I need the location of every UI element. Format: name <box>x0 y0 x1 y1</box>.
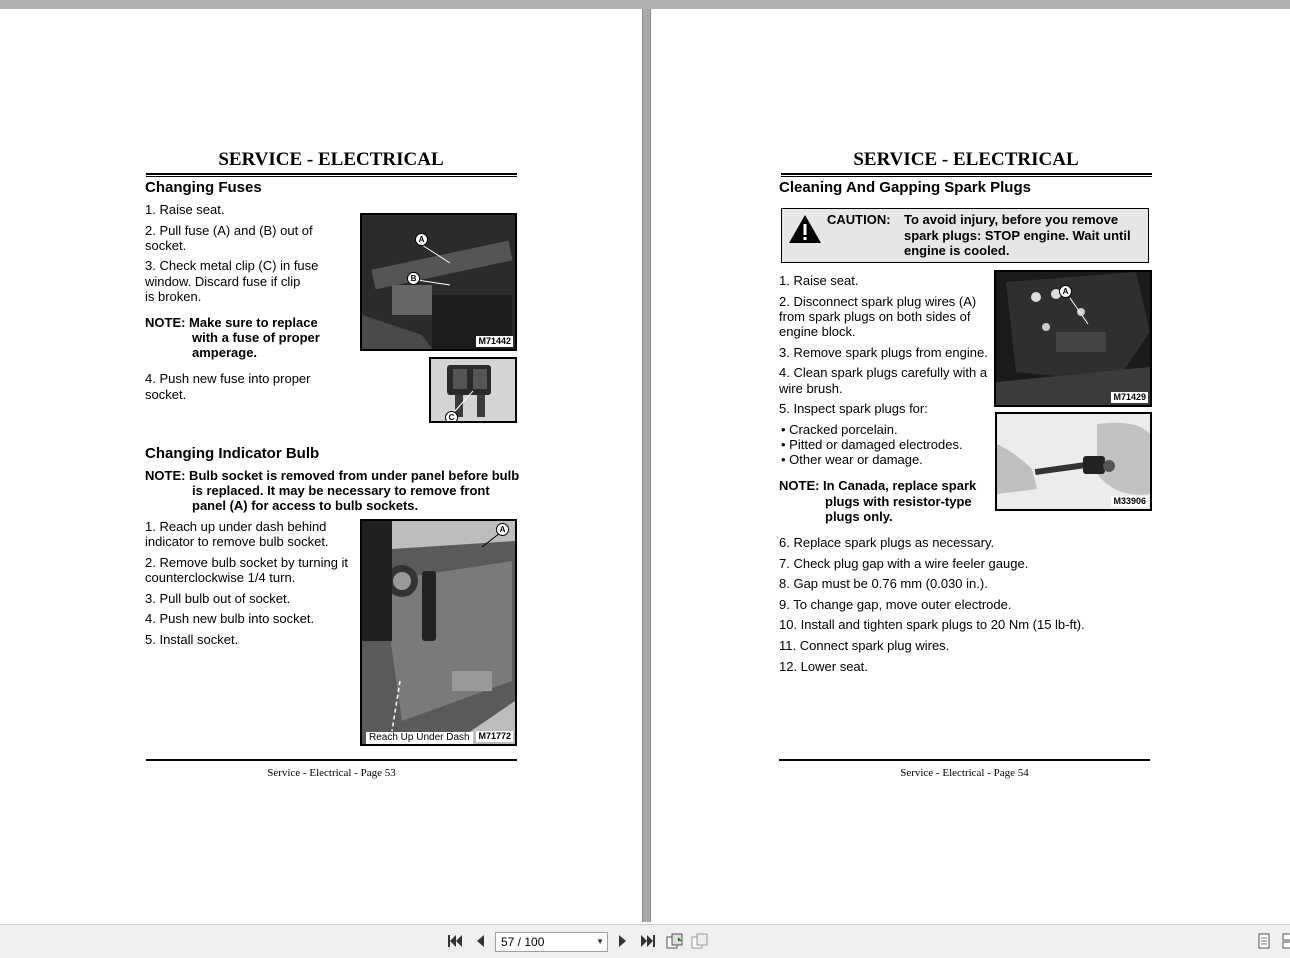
viewer-top-bar <box>0 0 1290 9</box>
chevron-down-icon[interactable]: ▼ <box>596 937 604 946</box>
first-page-icon[interactable] <box>445 931 465 951</box>
prev-page-icon[interactable] <box>470 931 490 951</box>
page-indicator: 57 / 100 <box>501 935 545 949</box>
step-line: 2. Pull fuse (A) and (B) out of <box>145 223 313 238</box>
continuous-view-icon[interactable] <box>1278 931 1290 951</box>
step-line: 5. Install socket. <box>145 632 239 647</box>
note-line: panel (A) for access to bulb sockets. <box>192 498 419 513</box>
step-line: 4. Push new fuse into proper <box>145 371 311 386</box>
note-line: with a fuse of proper <box>192 330 320 345</box>
step-line: 4. Push new bulb into socket. <box>145 611 315 626</box>
note-line: is replaced. It may be necessary to remove front <box>192 483 490 498</box>
step-line: 12. Lower seat. <box>779 659 868 674</box>
engine-photo <box>994 270 1152 407</box>
page-title: SERVICE - ELECTRICAL <box>853 149 1079 170</box>
page-footer: Service - Electrical - Page 54 <box>900 767 1029 779</box>
step-line: 2. Remove bulb socket by turning it <box>145 555 349 570</box>
step-line: wire brush. <box>779 381 843 396</box>
step-line: 2. Disconnect spark plug wires (A) <box>779 294 977 309</box>
callout-a: A <box>496 523 509 536</box>
step-line: socket. <box>145 238 187 253</box>
callout-c: C <box>445 411 458 423</box>
rotate-icon[interactable] <box>665 931 685 951</box>
two-page-icon[interactable] <box>690 931 710 951</box>
photo-caption: Reach Up Under Dash <box>366 732 473 744</box>
step-line: is broken. <box>145 289 202 304</box>
spark-plug-photo <box>995 412 1152 511</box>
caution-line: spark plugs: STOP engine. Wait until <box>904 228 1131 243</box>
title-rule <box>146 173 517 177</box>
figure-id: M71442 <box>478 336 511 346</box>
step-line: 9. To change gap, move outer electrode. <box>779 597 1012 612</box>
caution-box <box>781 208 1149 263</box>
note-line: amperage. <box>192 345 258 360</box>
step-line: 3. Pull bulb out of socket. <box>145 591 291 606</box>
note-line: plugs only. <box>825 509 893 524</box>
caution-line: To avoid injury, before you remove <box>904 212 1119 227</box>
step-line: counterclockwise 1/4 turn. <box>145 570 296 585</box>
warning-icon <box>788 214 822 244</box>
single-page-view-icon[interactable] <box>1254 931 1274 951</box>
callout-b: B <box>407 272 420 285</box>
step-line: 7. Check plug gap with a wire feeler gauge. <box>779 556 1029 571</box>
section-heading-fuses: Changing Fuses <box>145 179 262 196</box>
step-line: from spark plugs on both sides of <box>779 309 971 324</box>
figure-id: M71429 <box>1113 392 1146 402</box>
caution-label: CAUTION: <box>827 212 891 227</box>
fuse-photo <box>360 213 517 351</box>
callout-a: A <box>415 233 428 246</box>
step-line: 3. Check metal clip (C) in fuse <box>145 258 319 273</box>
bullet-item: • Other wear or damage. <box>781 452 923 467</box>
document-page-right <box>651 9 1290 922</box>
page-title: SERVICE - ELECTRICAL <box>218 149 444 170</box>
footer-rule <box>146 759 517 761</box>
dash-photo <box>360 519 517 746</box>
step-line: 6. Replace spark plugs as necessary. <box>779 535 995 550</box>
note-line: plugs with resistor-type <box>825 494 972 509</box>
step-line: 1. Reach up under dash behind <box>145 519 327 534</box>
callout-a: A <box>1059 285 1072 298</box>
page-number-input[interactable] <box>495 932 608 952</box>
note-line: NOTE: Make sure to replace <box>145 315 318 330</box>
title-rule <box>781 173 1152 177</box>
note-line: NOTE: In Canada, replace spark <box>779 478 977 493</box>
section-heading-spark-plugs: Cleaning And Gapping Spark Plugs <box>779 179 1031 196</box>
step-line: 4. Clean spark plugs carefully with a <box>779 365 988 380</box>
page-footer: Service - Electrical - Page 53 <box>267 767 396 779</box>
figure-id: M71772 <box>478 731 511 741</box>
step-line: 10. Install and tighten spark plugs to 20 Nm (15 lb-ft). <box>779 617 1085 632</box>
step-line: engine block. <box>779 324 856 339</box>
step-line: 5. Inspect spark plugs for: <box>779 401 928 416</box>
step-line: socket. <box>145 387 187 402</box>
step-line: indicator to remove bulb socket. <box>145 534 329 549</box>
last-page-icon[interactable] <box>638 931 658 951</box>
page-gutter <box>642 9 651 922</box>
note-line: NOTE: Bulb socket is removed from under panel before bulb <box>145 468 520 483</box>
bullet-item: • Pitted or damaged electrodes. <box>781 437 963 452</box>
fuse-closeup-photo <box>429 357 517 423</box>
section-heading-bulb: Changing Indicator Bulb <box>145 445 320 462</box>
step-line: 1. Raise seat. <box>145 202 225 217</box>
step-line: 1. Raise seat. <box>779 273 859 288</box>
next-page-icon[interactable] <box>613 931 633 951</box>
footer-rule <box>779 759 1150 761</box>
viewer-toolbar <box>0 924 1290 958</box>
step-line: 11. Connect spark plug wires. <box>779 638 950 653</box>
step-line: window. Discard fuse if clip <box>145 274 301 289</box>
step-line: 3. Remove spark plugs from engine. <box>779 345 988 360</box>
step-line: 8. Gap must be 0.76 mm (0.030 in.). <box>779 576 988 591</box>
caution-line: engine is cooled. <box>904 243 1010 258</box>
figure-id: M33906 <box>1113 496 1146 506</box>
bullet-item: • Cracked porcelain. <box>781 422 898 437</box>
document-page-left <box>0 9 642 922</box>
